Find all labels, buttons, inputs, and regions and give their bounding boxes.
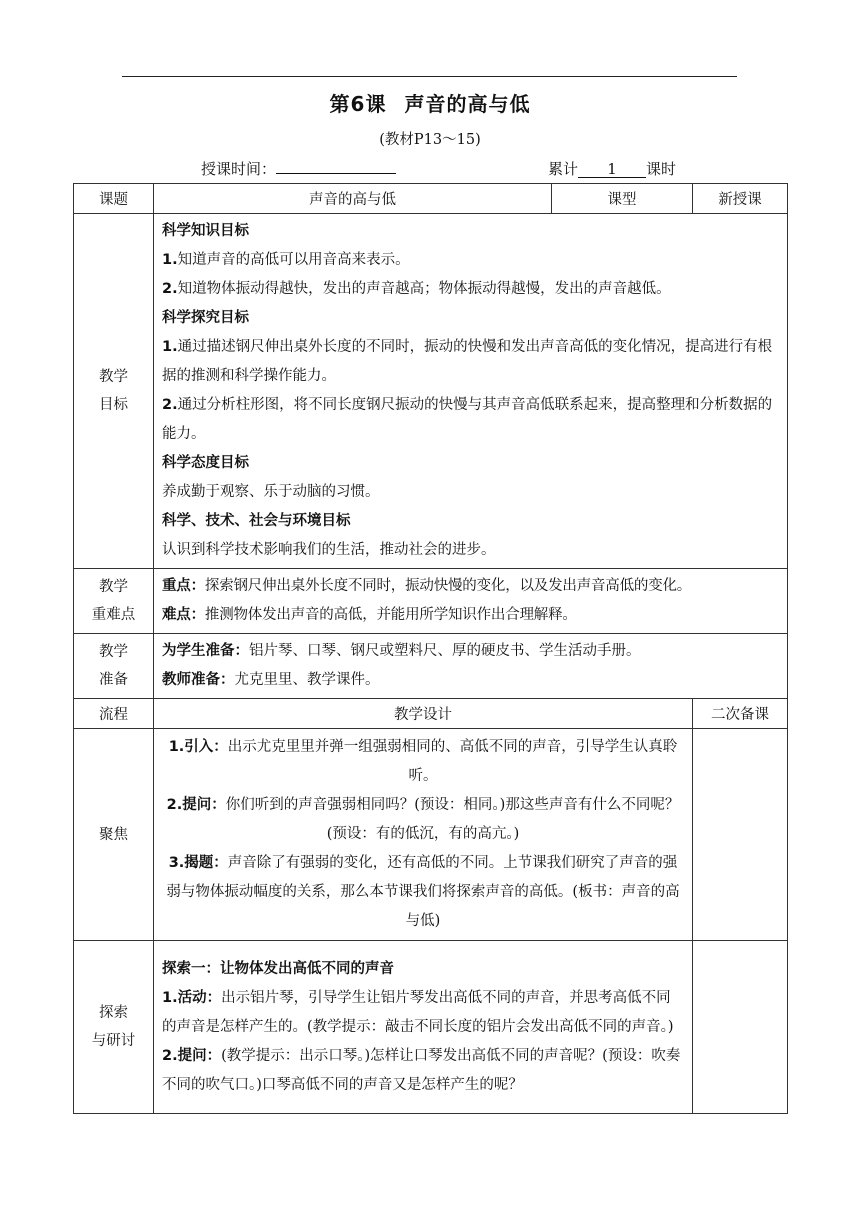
lesson-title [0,88,860,117]
lesson-name: 声音的高与低 [404,92,531,116]
revision-header: 二次备课 [693,699,788,729]
goals-content [154,214,788,569]
total-hours [548,158,676,179]
lesson-number: 第6课 [329,92,387,116]
explore-label: 探索 与研讨 [74,941,154,1114]
goals-label: 教学 目标 [74,214,154,569]
total-value: 1 [578,161,646,178]
design-header: 教学设计 [154,699,693,729]
prep-content [154,634,788,699]
focus-item-1: 1.引入：出示尤克里里并弹一组强弱相同的、高低不同的声音，引导学生认真聆听。 [168,739,678,784]
total-label: 累计 [548,160,579,178]
explore-item-1: 1.活动：出示铝片琴，引导学生让铝片琴发出高低不同的声音，并思考高低不同的声音是怎样产生的。(教学提示：敲击不同长度的铝片会发出高低不同的声音。) [162,989,674,1035]
textbook-pages: (教材P13～15) [379,132,481,148]
table-row-explore [74,941,788,1114]
table-row-goals [74,214,788,569]
focus-revision-cell [693,729,788,941]
stse-item-1: 认识到科学技术影响我们的生活，推动社会的进步。 [162,542,496,558]
hard-point: 难点：推测物体发出声音的高低，并能用所学知识作出合理解释。 [162,607,577,623]
topic-value: 声音的高与低 [154,184,552,214]
inquiry-item-1: 1.通过描述钢尺伸出桌外长度的不同时，振动的快慢和发出声音高低的变化情况，提高进行有根据的推测和科学操作能力。 [162,339,773,384]
type-value: 新授课 [693,184,788,214]
total-unit: 课时 [646,160,677,178]
table-row-focus [74,729,788,941]
inquiry-title: 科学探究目标 [162,310,249,326]
class-time-blank [276,173,396,174]
explore-title: 探索一：让物体发出高低不同的声音 [162,960,394,977]
knowledge-item-2: 2.知道物体振动得越快，发出的声音越高；物体振动得越慢，发出的声音越低。 [162,281,671,297]
table-row-prep [74,634,788,699]
explore-revision-cell [693,941,788,1114]
lesson-plan-table [73,183,788,1114]
student-prep: 为学生准备：铝片琴、口琴、钢尺或塑料尺、厚的硬皮书、学生活动手册。 [162,643,641,659]
type-label: 课型 [552,184,693,214]
topic-label: 课题 [74,184,154,214]
attitude-item-1: 养成勤于观察、乐于动脑的习惯。 [162,484,380,500]
teacher-prep: 教师准备：尤克里里、教学课件。 [162,672,380,688]
table-row-keypoints [74,569,788,634]
flow-header: 流程 [74,699,154,729]
keypoints-content [154,569,788,634]
explore-content [154,941,693,1114]
stse-title: 科学、技术、社会与环境目标 [162,513,351,529]
focus-label: 聚焦 [74,729,154,941]
keypoints-label: 教学 重难点 [74,569,154,634]
knowledge-item-1: 1.知道声音的高低可以用音高来表示。 [162,252,410,268]
key-point: 重点：探索钢尺伸出桌外长度不同时，振动快慢的变化，以及发出声音高低的变化。 [162,578,692,594]
knowledge-title: 科学知识目标 [162,223,249,239]
focus-item-3: 3.揭题：声音除了有强弱的变化，还有高低的不同。上节课我们研究了声音的强弱与物体振动幅度的关系，那么本节课我们将探索声音的高低。(板书：声音的高与低) [166,855,680,929]
focus-content [154,729,693,941]
header-rule [122,76,737,77]
class-time-label: 授课时间： [201,160,277,178]
inquiry-item-2: 2.通过分析柱形图，将不同长度钢尺振动的快慢与其声音高低联系起来，提高整理和分析数据的能力。 [162,397,773,442]
prep-label: 教学 准备 [74,634,154,699]
attitude-title: 科学态度目标 [162,455,249,471]
table-row-flow-header [74,699,788,729]
table-row-topic [74,184,788,214]
explore-item-2: 2.提问：(教学提示：出示口琴。)怎样让口琴发出高低不同的声音呢？(预设：吹奏不同的吹气口。)口琴高低不同的声音又是怎样产生的呢？ [162,1047,681,1093]
focus-item-2: 2.提问：你们听到的声音强弱相同吗？(预设：相同。)那这些声音有什么不同呢？(预设：有的低沉，有的高亢。) [166,797,680,842]
class-time [201,158,396,179]
